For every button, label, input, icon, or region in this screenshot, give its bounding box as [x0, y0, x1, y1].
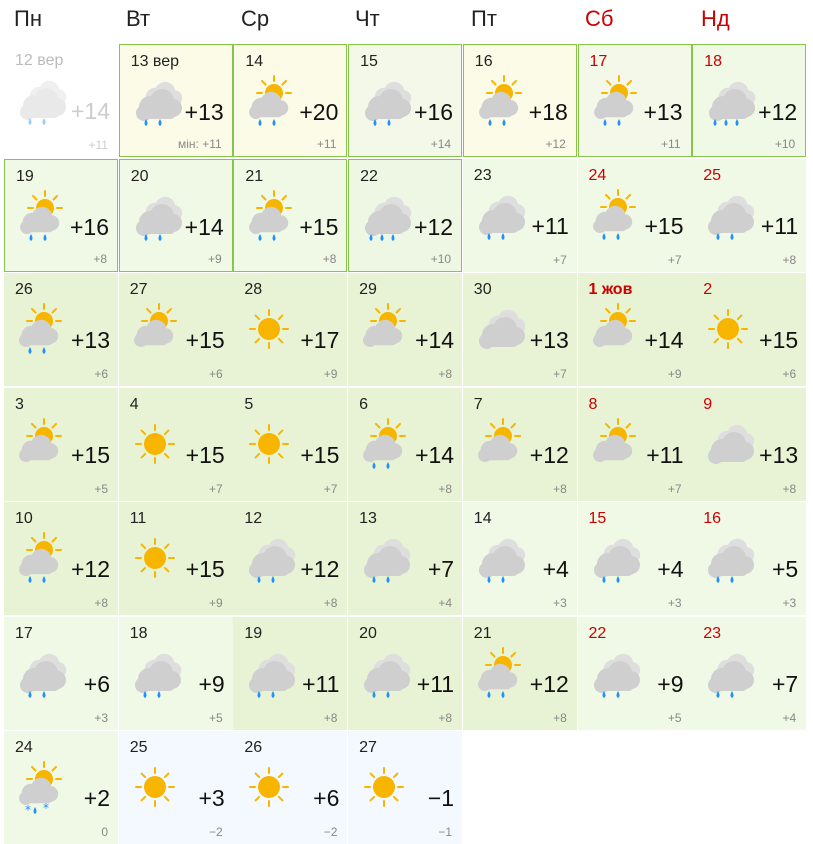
min-temperature	[553, 253, 567, 267]
day-date: 14	[245, 53, 264, 70]
min-temperature	[324, 711, 338, 725]
min-value: +5	[209, 710, 223, 725]
max-temperature: +12	[529, 670, 569, 697]
min-value: +7	[667, 481, 682, 496]
max-temperature: +6	[83, 670, 110, 697]
max-temperature: +6	[313, 785, 340, 811]
min-value: +11	[88, 138, 108, 152]
min-temperature	[668, 596, 682, 610]
rain-icon	[128, 190, 184, 246]
day-date: 15	[360, 53, 378, 70]
day-date: 24	[588, 166, 607, 184]
rain-icon	[700, 532, 756, 588]
day-date: 2	[703, 281, 713, 298]
day-cell[interactable]	[4, 44, 118, 157]
rain-icon	[700, 189, 756, 245]
min-value: +5	[667, 710, 682, 725]
min-temperature	[324, 596, 338, 610]
day-cell[interactable]	[348, 159, 462, 272]
min-temperature	[438, 711, 452, 725]
day-cell[interactable]	[4, 731, 118, 844]
day-date: 23	[703, 624, 721, 642]
min-temperature	[438, 367, 452, 381]
min-value: +6	[209, 367, 223, 381]
day-date: 19	[244, 624, 263, 642]
day-cell[interactable]	[692, 159, 806, 272]
sun-cloud-rain-icon	[242, 75, 298, 131]
day-cell[interactable]	[119, 617, 233, 730]
max-temperature: +15	[300, 441, 340, 468]
day-cell[interactable]	[233, 617, 347, 730]
max-temperature: +4	[657, 556, 684, 582]
day-date: 17	[589, 53, 608, 70]
day-cell[interactable]	[233, 159, 347, 272]
min-temperature	[317, 137, 336, 151]
min-value: +11	[316, 137, 337, 151]
cloud-icon	[471, 303, 527, 359]
min-value: +7	[209, 481, 223, 496]
day-date: 21	[245, 167, 264, 185]
max-temperature: +12	[414, 213, 454, 240]
max-temperature: +15	[759, 327, 799, 353]
min-temperature	[668, 253, 682, 267]
day-cell[interactable]	[578, 502, 692, 615]
min-temperature	[323, 252, 337, 266]
min-value: +5	[94, 481, 108, 496]
min-temperature	[668, 711, 682, 725]
min-temperature	[553, 482, 567, 496]
day-cell[interactable]	[4, 502, 118, 615]
min-temperature	[94, 367, 108, 381]
min-value: −2	[323, 825, 338, 839]
sun-icon	[127, 532, 183, 588]
max-temperature: +3	[198, 785, 225, 811]
day-date: 27	[129, 281, 148, 298]
rain-icon	[127, 647, 183, 703]
sun-cloud-rain-icon	[12, 303, 68, 359]
day-cell[interactable]	[692, 273, 806, 386]
min-value: +8	[553, 481, 567, 496]
sun-cloud-rain-icon	[586, 189, 642, 245]
max-temperature: +11	[416, 670, 455, 697]
max-temperature: +14	[415, 441, 455, 468]
min-temperature	[209, 711, 223, 725]
min-value: +8	[438, 710, 453, 725]
day-cell[interactable]	[578, 159, 692, 272]
rain-icon	[586, 647, 642, 703]
rain-icon	[700, 647, 756, 703]
max-temperature: +7	[771, 670, 799, 697]
min-value: +10	[430, 251, 452, 266]
min-temperature	[553, 367, 567, 381]
sun-cloud-icon	[356, 303, 412, 359]
rain-icon	[12, 647, 68, 703]
day-cell[interactable]	[463, 159, 577, 272]
day-date: 3	[15, 395, 24, 413]
day-date: 17	[15, 624, 33, 642]
max-temperature: +13	[529, 327, 569, 353]
weekday-header	[0, 0, 813, 44]
min-value: +3	[667, 596, 682, 610]
rain-icon	[356, 647, 412, 703]
max-temperature: +12	[758, 99, 798, 125]
rain-icon	[128, 75, 184, 131]
max-temperature: +2	[83, 785, 110, 811]
max-temperature: +16	[414, 99, 454, 125]
day-date: 11	[129, 510, 147, 527]
min-temperature	[431, 252, 451, 266]
rain-icon	[471, 532, 527, 588]
min-value: 0	[101, 825, 108, 839]
day-date: 13	[359, 510, 377, 527]
max-temperature: +15	[185, 556, 225, 582]
min-temperature	[668, 367, 682, 381]
day-cell[interactable]	[463, 388, 577, 501]
min-temperature	[89, 138, 108, 152]
day-date: 22	[360, 167, 378, 185]
day-cell[interactable]	[119, 731, 233, 844]
cloud-icon	[700, 418, 756, 474]
min-value: +11	[202, 137, 222, 151]
max-temperature: +12	[70, 556, 110, 582]
weekday-6: Нд	[701, 6, 730, 31]
min-value: +11	[661, 137, 681, 151]
min-value: +7	[553, 367, 567, 381]
rain-icon	[471, 189, 527, 245]
day-cell[interactable]	[348, 617, 462, 730]
sun-icon	[241, 418, 297, 474]
day-cell[interactable]	[119, 44, 233, 157]
day-date: 14	[473, 510, 492, 527]
min-temperature	[208, 252, 222, 266]
svg-text:*: *	[43, 801, 49, 815]
day-date: 4	[129, 395, 139, 413]
max-temperature: +13	[759, 441, 799, 468]
sun-cloud-icon	[586, 418, 642, 474]
day-date: 28	[244, 281, 263, 298]
max-temperature: +15	[299, 213, 339, 240]
day-cell[interactable]	[4, 273, 118, 386]
weekday-4: Пт	[471, 6, 497, 31]
sun-cloud-snow-icon	[12, 761, 68, 817]
min-value: +9	[208, 251, 222, 266]
min-value: +7	[553, 252, 567, 267]
day-cell[interactable]	[578, 273, 692, 386]
min-value: −2	[209, 825, 223, 839]
max-temperature: +18	[528, 99, 568, 125]
day-cell[interactable]	[4, 617, 118, 730]
day-date: 5	[244, 395, 254, 413]
day-date: 26	[15, 281, 33, 298]
day-date: 7	[473, 395, 483, 413]
sun-cloud-icon	[586, 303, 642, 359]
max-temperature: +4	[542, 556, 569, 582]
max-temperature: +13	[184, 99, 224, 125]
day-date: 18	[704, 53, 722, 70]
day-date: 29	[359, 281, 377, 298]
sun-cloud-icon	[12, 418, 68, 474]
rain-icon	[586, 532, 642, 588]
rain-icon	[357, 75, 413, 131]
day-cell[interactable]	[119, 388, 233, 501]
min-temperature	[324, 482, 338, 496]
min-value: +14	[430, 137, 452, 151]
max-temperature: +11	[760, 212, 799, 239]
day-date: 18	[129, 624, 148, 642]
min-value: +10	[774, 137, 796, 151]
day-cell[interactable]	[348, 44, 462, 157]
min-temperature	[94, 711, 108, 725]
min-value: +6	[94, 367, 108, 381]
max-temperature: +9	[657, 670, 684, 697]
sun-cloud-rain-icon	[13, 190, 69, 246]
min-temperature	[178, 137, 222, 151]
day-date: 10	[15, 510, 33, 527]
min-temperature	[94, 596, 108, 610]
max-temperature: +7	[427, 556, 455, 582]
min-value: −1	[438, 825, 453, 839]
day-date: 20	[130, 167, 149, 185]
min-value: +8	[782, 481, 797, 496]
min-temperature	[783, 253, 797, 267]
min-temperature	[783, 367, 797, 381]
day-cell[interactable]	[463, 502, 577, 615]
sun-icon	[700, 303, 756, 359]
min-temperature	[438, 482, 452, 496]
max-temperature: +17	[300, 327, 340, 353]
day-cell[interactable]	[348, 388, 462, 501]
sun-cloud-icon	[471, 418, 527, 474]
min-temperature	[553, 596, 567, 610]
sun-icon	[356, 761, 412, 817]
day-date: 13 вер	[130, 53, 180, 70]
day-cell[interactable]	[233, 731, 347, 844]
max-temperature: +14	[415, 327, 455, 353]
min-label: мін:	[177, 137, 199, 151]
svg-text:*: *	[25, 803, 31, 817]
min-temperature	[783, 482, 797, 496]
max-temperature: +12	[529, 441, 569, 468]
max-temperature: +11	[302, 670, 340, 697]
sun-cloud-rain-icon	[242, 190, 298, 246]
min-temperature	[438, 596, 452, 610]
min-value: +9	[667, 367, 682, 381]
day-date: 12 вер	[15, 52, 64, 69]
weekday-3: Чт	[355, 6, 380, 31]
day-cell[interactable]	[348, 502, 462, 615]
max-temperature: +13	[643, 99, 683, 125]
day-cell[interactable]	[4, 159, 118, 272]
day-date: 21	[473, 624, 492, 642]
sun-icon	[241, 303, 297, 359]
max-temperature: +15	[70, 441, 110, 468]
min-value: +3	[553, 596, 567, 610]
weekday-1: Вт	[126, 6, 151, 31]
day-date: 30	[473, 281, 492, 298]
calendar-grid	[4, 44, 809, 837]
max-temperature: +5	[771, 556, 799, 582]
min-value: +8	[322, 251, 337, 266]
day-cell[interactable]	[119, 502, 233, 615]
day-cell[interactable]	[348, 731, 462, 844]
sun-icon	[127, 418, 183, 474]
min-temperature	[209, 596, 223, 610]
min-value: +8	[438, 481, 453, 496]
day-cell[interactable]	[119, 159, 233, 272]
day-cell[interactable]	[692, 388, 806, 501]
sun-icon	[241, 761, 297, 817]
day-date: 25	[129, 739, 148, 756]
sun-cloud-rain-icon	[471, 647, 527, 703]
weekday-0: Пн	[14, 6, 42, 31]
max-temperature: −1	[427, 785, 455, 811]
sun-cloud-rain-icon	[472, 75, 528, 131]
max-temperature: +20	[299, 99, 339, 125]
day-date: 27	[359, 739, 377, 756]
day-cell[interactable]	[233, 44, 347, 157]
min-value: +8	[553, 710, 567, 725]
min-temperature	[94, 482, 108, 496]
day-cell[interactable]	[578, 388, 692, 501]
min-value: +7	[323, 481, 338, 496]
max-temperature: +15	[185, 441, 225, 468]
max-temperature: +9	[198, 670, 225, 697]
max-temperature: +15	[185, 327, 225, 353]
min-temperature	[783, 711, 797, 725]
day-date: 9	[703, 395, 713, 413]
rain-icon	[241, 647, 297, 703]
max-temperature: +15	[644, 212, 684, 239]
max-temperature: +16	[69, 213, 109, 240]
min-temperature	[93, 252, 107, 266]
day-date: 16	[703, 510, 721, 527]
rain-icon	[241, 532, 297, 588]
day-cell[interactable]	[578, 617, 692, 730]
day-cell[interactable]	[692, 502, 806, 615]
min-value: +9	[323, 367, 338, 381]
day-date: 22	[588, 624, 607, 642]
min-value: +8	[94, 596, 108, 610]
min-temperature	[431, 137, 451, 151]
min-value: +8	[93, 251, 107, 266]
min-value: +9	[209, 596, 223, 610]
day-date: 25	[703, 166, 721, 184]
min-temperature	[775, 137, 795, 151]
min-value: +8	[438, 367, 453, 381]
day-date: 8	[588, 395, 598, 413]
day-date: 24	[15, 739, 33, 756]
day-cell[interactable]	[233, 388, 347, 501]
day-date: 12	[244, 510, 263, 527]
max-temperature: +11	[531, 212, 569, 239]
max-temperature: +13	[70, 327, 110, 353]
max-temperature: +14	[70, 98, 110, 124]
max-temperature: +12	[300, 556, 340, 582]
day-cell[interactable]	[463, 44, 577, 157]
min-value: +3	[782, 596, 797, 610]
min-value: +4	[438, 596, 453, 610]
sun-icon	[127, 761, 183, 817]
day-date: 15	[588, 510, 607, 527]
day-cell[interactable]	[233, 273, 347, 386]
day-date: 26	[244, 739, 263, 756]
min-value: +3	[94, 710, 108, 725]
day-cell[interactable]	[119, 273, 233, 386]
min-temperature	[783, 596, 797, 610]
day-cell[interactable]	[692, 44, 806, 157]
min-temperature	[209, 482, 223, 496]
heavy-rain-icon	[357, 190, 413, 246]
day-cell[interactable]	[4, 388, 118, 501]
min-value: +4	[782, 710, 797, 725]
day-date: 6	[359, 395, 368, 413]
sun-cloud-rain-icon	[356, 418, 412, 474]
min-value: +6	[782, 367, 797, 381]
weekday-5: Сб	[585, 6, 614, 31]
min-temperature	[668, 482, 682, 496]
day-date: 1 жов	[588, 281, 633, 298]
rain-icon	[12, 74, 68, 130]
day-date: 23	[473, 166, 492, 184]
day-date: 19	[16, 167, 34, 185]
min-temperature	[661, 137, 680, 151]
day-cell[interactable]	[348, 273, 462, 386]
sun-cloud-icon	[127, 303, 183, 359]
day-cell[interactable]	[692, 617, 806, 730]
min-value: +12	[545, 137, 566, 151]
min-temperature	[324, 367, 338, 381]
day-cell[interactable]	[463, 273, 577, 386]
min-temperature	[209, 367, 223, 381]
heavy-rain-icon	[701, 75, 757, 131]
weekday-2: Ср	[241, 6, 270, 31]
max-temperature: +11	[646, 441, 684, 468]
min-value: +8	[323, 710, 338, 725]
day-cell[interactable]	[463, 617, 577, 730]
max-temperature: +14	[184, 213, 224, 240]
day-date: 20	[359, 624, 377, 642]
min-value: +7	[667, 252, 682, 267]
min-value: +8	[782, 252, 797, 267]
sun-cloud-rain-icon	[12, 532, 68, 588]
max-temperature: +14	[644, 327, 684, 353]
day-date: 16	[474, 53, 493, 70]
day-cell[interactable]	[233, 502, 347, 615]
rain-icon	[356, 532, 412, 588]
day-cell[interactable]	[578, 44, 692, 157]
min-temperature	[545, 137, 565, 151]
min-value: +8	[323, 596, 338, 610]
min-temperature	[553, 711, 567, 725]
sun-cloud-rain-icon	[587, 75, 643, 131]
